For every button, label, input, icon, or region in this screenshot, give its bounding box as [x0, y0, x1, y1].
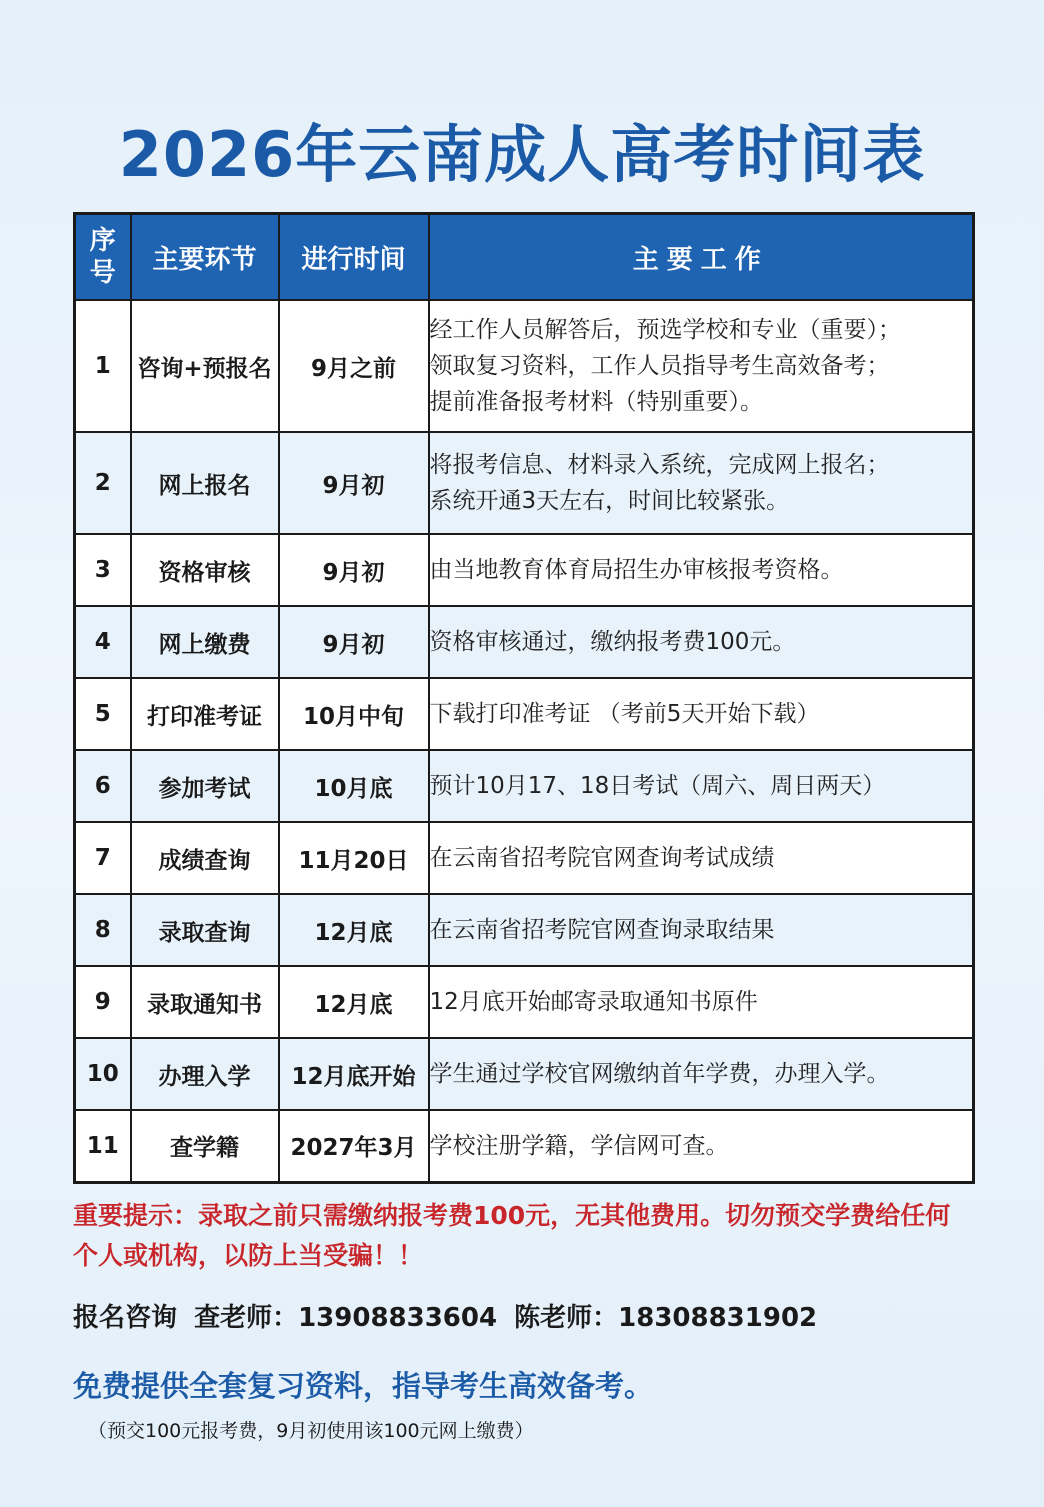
row-work — [429, 1110, 974, 1182]
row-time: 9月初 — [279, 534, 429, 606]
row-number: 8 — [75, 894, 131, 966]
table-row — [75, 534, 974, 606]
table-row — [75, 750, 974, 822]
table-row — [75, 606, 974, 678]
page-title: 2026年云南成人高考时间表 — [118, 118, 926, 191]
row-work — [429, 534, 974, 606]
work-line: 预计10月17、18日考试（周六、周日两天） — [429, 773, 886, 799]
row-step: 网上报名 — [131, 432, 279, 534]
row-time: 9月之前 — [279, 300, 429, 432]
table-row — [75, 300, 974, 432]
schedule-table — [73, 212, 975, 1184]
table-row — [75, 894, 974, 966]
work-line: 学生通过学校官网缴纳首年学费，办理入学。 — [429, 1061, 890, 1087]
table-row — [75, 966, 974, 1038]
work-line: 在云南省招考院官网查询录取结果 — [429, 917, 775, 943]
row-time: 10月中旬 — [279, 678, 429, 750]
contact-label: 报名咨询 — [73, 1303, 178, 1333]
header-step: 主要环节 — [131, 214, 279, 301]
table-row — [75, 1038, 974, 1110]
row-step: 录取查询 — [131, 894, 279, 966]
contact-teacher-cha: 查老师：13908833604 — [194, 1303, 498, 1333]
table-row — [75, 822, 974, 894]
row-time: 12月底 — [279, 894, 429, 966]
row-work — [429, 822, 974, 894]
row-work — [429, 750, 974, 822]
work-line: 下载打印准考证 （考前5天开始下载） — [429, 701, 820, 727]
row-number: 11 — [75, 1110, 131, 1182]
row-number: 3 — [75, 534, 131, 606]
row-step: 咨询+预报名 — [131, 300, 279, 432]
work-line: 由当地教育体育局招生办审核报考资格。 — [429, 557, 844, 583]
row-time: 12月底 — [279, 966, 429, 1038]
row-step: 办理入学 — [131, 1038, 279, 1110]
row-time: 2027年3月 — [279, 1110, 429, 1182]
row-step: 查学籍 — [131, 1110, 279, 1182]
row-number: 9 — [75, 966, 131, 1038]
row-number: 1 — [75, 300, 131, 432]
row-work — [429, 966, 974, 1038]
row-time: 9月初 — [279, 606, 429, 678]
row-time: 9月初 — [279, 432, 429, 534]
contact-teacher-chen: 陈老师：18308831902 — [514, 1303, 818, 1333]
work-line: 资格审核通过，缴纳报考费100元。 — [429, 629, 796, 655]
work-line: 经工作人员解答后，预选学校和专业（重要）； — [429, 317, 901, 343]
table-row — [75, 1110, 974, 1182]
row-time: 12月底开始 — [279, 1038, 429, 1110]
important-notice: 重要提示：录取之前只需缴纳报考费100元，无其他费用。切勿预交学费给任何个人或机构，以防上当受骗！！ — [73, 1201, 951, 1270]
contact-line — [73, 1297, 825, 1334]
work-line: 领取复习资料，工作人员指导考生高效备考； — [429, 353, 890, 379]
header-no: 序 号 — [75, 214, 131, 301]
row-work — [429, 432, 974, 534]
row-step: 录取通知书 — [131, 966, 279, 1038]
promo-text: 免费提供全套复习资料，指导考生高效备考。 — [73, 1369, 654, 1403]
work-line: 12月底开始邮寄录取通知书原件 — [429, 989, 758, 1015]
work-line: 系统开通3天左右，时间比较紧张。 — [429, 488, 790, 514]
table-row — [75, 678, 974, 750]
row-step: 打印准考证 — [131, 678, 279, 750]
row-step: 资格审核 — [131, 534, 279, 606]
row-time: 11月20日 — [279, 822, 429, 894]
table-header-row — [75, 214, 974, 301]
work-line: 学校注册学籍，学信网可查。 — [429, 1132, 729, 1159]
row-work — [429, 606, 974, 678]
header-work: 主要工作 — [429, 214, 974, 301]
table-body — [75, 300, 974, 1182]
row-number: 10 — [75, 1038, 131, 1110]
fee-note: （预交100元报考费，9月初使用该100元网上缴费） — [88, 1420, 534, 1442]
work-line: 在云南省招考院官网查询考试成绩 — [429, 845, 775, 871]
row-work — [429, 1038, 974, 1110]
row-work — [429, 678, 974, 750]
row-step: 网上缴费 — [131, 606, 279, 678]
row-number: 7 — [75, 822, 131, 894]
header-time: 进行时间 — [279, 214, 429, 301]
row-number: 4 — [75, 606, 131, 678]
work-line: 将报考信息、材料录入系统，完成网上报名； — [429, 452, 890, 478]
row-number: 2 — [75, 432, 131, 534]
row-step: 参加考试 — [131, 750, 279, 822]
work-line: 提前准备报考材料（特别重要）。 — [429, 389, 763, 415]
table-row — [75, 432, 974, 534]
row-work — [429, 300, 974, 432]
row-number: 6 — [75, 750, 131, 822]
row-number: 5 — [75, 678, 131, 750]
row-time: 10月底 — [279, 750, 429, 822]
row-step: 成绩查询 — [131, 822, 279, 894]
row-work — [429, 894, 974, 966]
